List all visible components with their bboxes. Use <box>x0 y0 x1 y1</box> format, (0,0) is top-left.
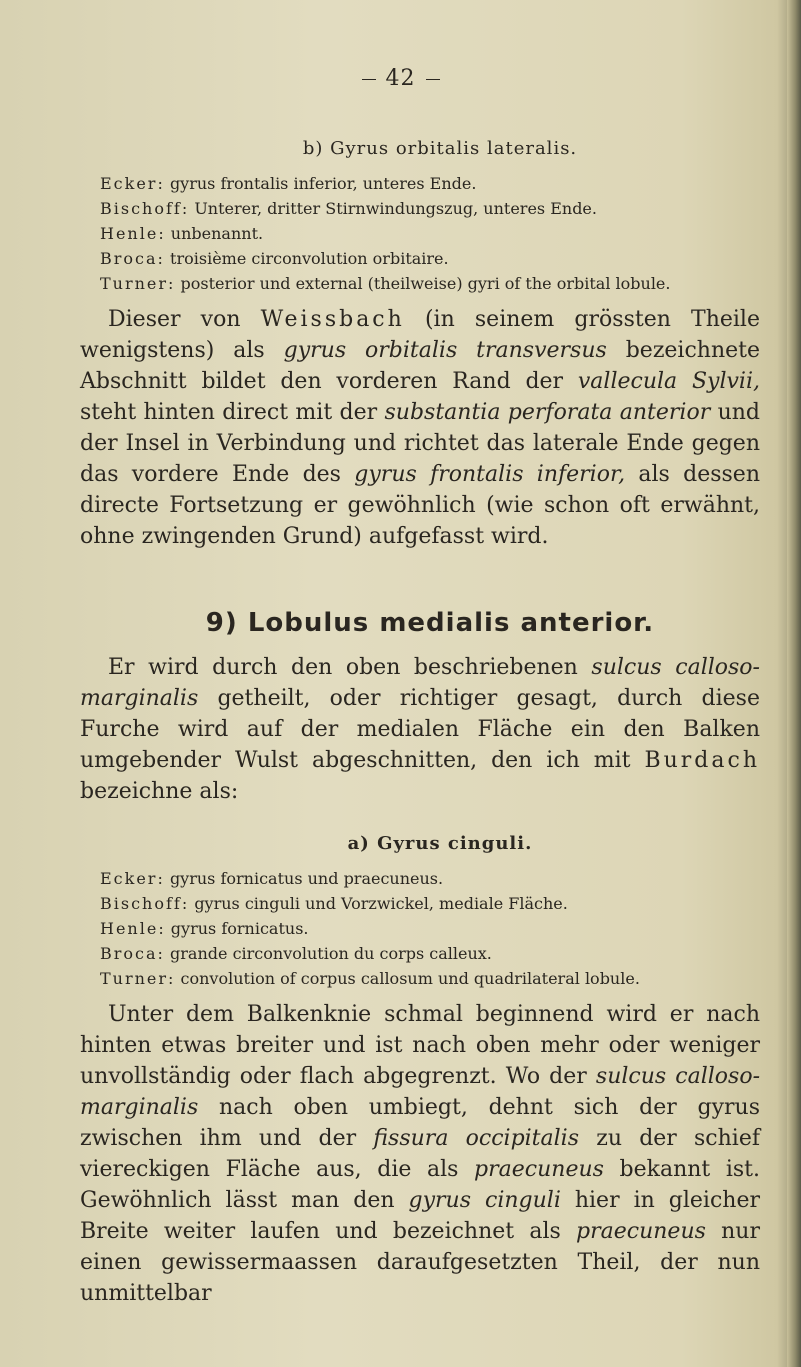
latin-term: vallecula Sylvii, <box>577 369 760 394</box>
synonym-author: Turner: <box>100 969 176 988</box>
latin-term: gyrus orbitalis transversus <box>283 338 607 363</box>
synonym-author: Broca: <box>100 249 165 268</box>
page-number <box>0 66 801 91</box>
synonym-text: gyrus cinguli und Vorzwickel, mediale Fläche. <box>194 894 568 913</box>
latin-term: praecuneus <box>474 1157 604 1182</box>
synonym-list <box>100 171 760 296</box>
latin-term: gyrus cinguli <box>408 1188 561 1213</box>
text-run: Unter dem Balkenknie schmal beginnend wird er nach hinten etwas breiter und ist nach oben mehr oder weniger unvollständig oder flach abgegrenzt. Wo der <box>80 1002 760 1089</box>
latin-term: substantia perforata anterior <box>384 400 711 425</box>
synonym-text: troisième circonvolution orbitaire. <box>170 249 449 268</box>
synonym-text: gyrus frontalis inferior, unteres Ende. <box>169 174 477 193</box>
latin-term: gyrus frontalis inferior, <box>354 462 626 487</box>
text-run: nur einen gewissermaassen daraufgesetzten Theil, der nun unmittelbar <box>80 1219 760 1306</box>
synonym-line <box>100 221 760 246</box>
synonym-text: unbenannt. <box>170 224 264 243</box>
synonym-author: Henle: <box>100 224 166 243</box>
author-name: Burdach <box>644 748 760 773</box>
synonym-text: gyrus fornicatus und praecuneus. <box>169 869 444 888</box>
subsection-a-heading: a) Gyrus cinguli. <box>347 833 533 854</box>
text-run: Dieser von <box>108 307 261 332</box>
text-run: Er wird durch den oben beschriebenen <box>108 655 592 680</box>
section-9-paragraph <box>80 652 760 807</box>
section-b-paragraph <box>80 304 760 552</box>
subsection-a-paragraph <box>80 999 760 1309</box>
synonym-line <box>100 171 760 196</box>
text-run: bezeichnete Abschnitt bildet den vorderen Rand der <box>80 338 761 394</box>
page-content <box>80 130 760 1309</box>
synonym-line <box>100 271 760 296</box>
latin-term: sulcus calloso-marginalis <box>80 1064 760 1120</box>
synonym-author: Bischoff: <box>100 894 190 913</box>
synonym-author: Broca: <box>100 944 165 963</box>
synonym-line <box>100 866 760 891</box>
latin-term: fissura occipitalis <box>373 1126 580 1151</box>
synonym-author: Turner: <box>100 274 176 293</box>
text-run: hier in gleicher Breite weiter laufen und bezeichnet als <box>80 1188 760 1244</box>
latin-term: sulcus calloso-marginalis <box>80 655 760 711</box>
synonym-line <box>100 196 760 221</box>
text-run: getheilt, oder richtiger gesagt, durch diese Furche wird auf der medialen Fläche ein den Balken umgebender Wulst abgeschnitten, den ich mit <box>80 686 760 773</box>
text-run: nach oben umbiegt, dehnt sich der gyrus zwischen ihm und der <box>80 1095 760 1151</box>
page-number-text: 42 <box>385 66 416 91</box>
synonym-text: posterior und external (theilweise) gyri of the orbital lobule. <box>180 274 671 293</box>
text-run: und der Insel in Verbindung und richtet das laterale Ende gegen das vordere Ende des <box>80 400 760 487</box>
author-name: Weissbach <box>260 307 405 332</box>
section-9-title: 9) Lobulus medialis anterior. <box>205 608 655 638</box>
section-b-heading: b) Gyrus orbitalis lateralis. <box>302 138 578 159</box>
synonym-author: Ecker: <box>100 869 165 888</box>
page-edge-shadow <box>787 0 801 1367</box>
text-run: (in seinem grössten Theile wenigstens) als <box>80 307 760 363</box>
synonym-list <box>100 866 760 991</box>
synonym-author: Henle: <box>100 919 166 938</box>
synonym-line <box>100 966 760 991</box>
text-run: als dessen directe Fortsetzung er gewöhnlich (wie schon oft erwähnt, ohne zwingenden Grund) aufgefasst wird. <box>80 462 760 549</box>
text-run: bekannt ist. Gewöhnlich lässt man den <box>80 1157 761 1213</box>
synonym-text: gyrus fornicatus. <box>170 919 309 938</box>
synonym-text: Unterer, dritter Stirnwindungszug, unteres Ende. <box>194 199 597 218</box>
text-run: zu der schief viereckigen Fläche aus, die als <box>80 1126 760 1182</box>
synonym-text: convolution of corpus callosum und quadrilateral lobule. <box>180 969 640 988</box>
synonym-author: Ecker: <box>100 174 165 193</box>
synonym-text: grande circonvolution du corps calleux. <box>170 944 492 963</box>
text-run: steht hinten direct mit der <box>80 400 385 425</box>
latin-term: praecuneus <box>576 1219 706 1244</box>
synonym-line <box>100 941 760 966</box>
text-run: bezeichne als: <box>80 779 239 804</box>
synonym-author: Bischoff: <box>100 199 190 218</box>
synonym-line <box>100 891 760 916</box>
synonym-line <box>100 916 760 941</box>
synonym-line <box>100 246 760 271</box>
